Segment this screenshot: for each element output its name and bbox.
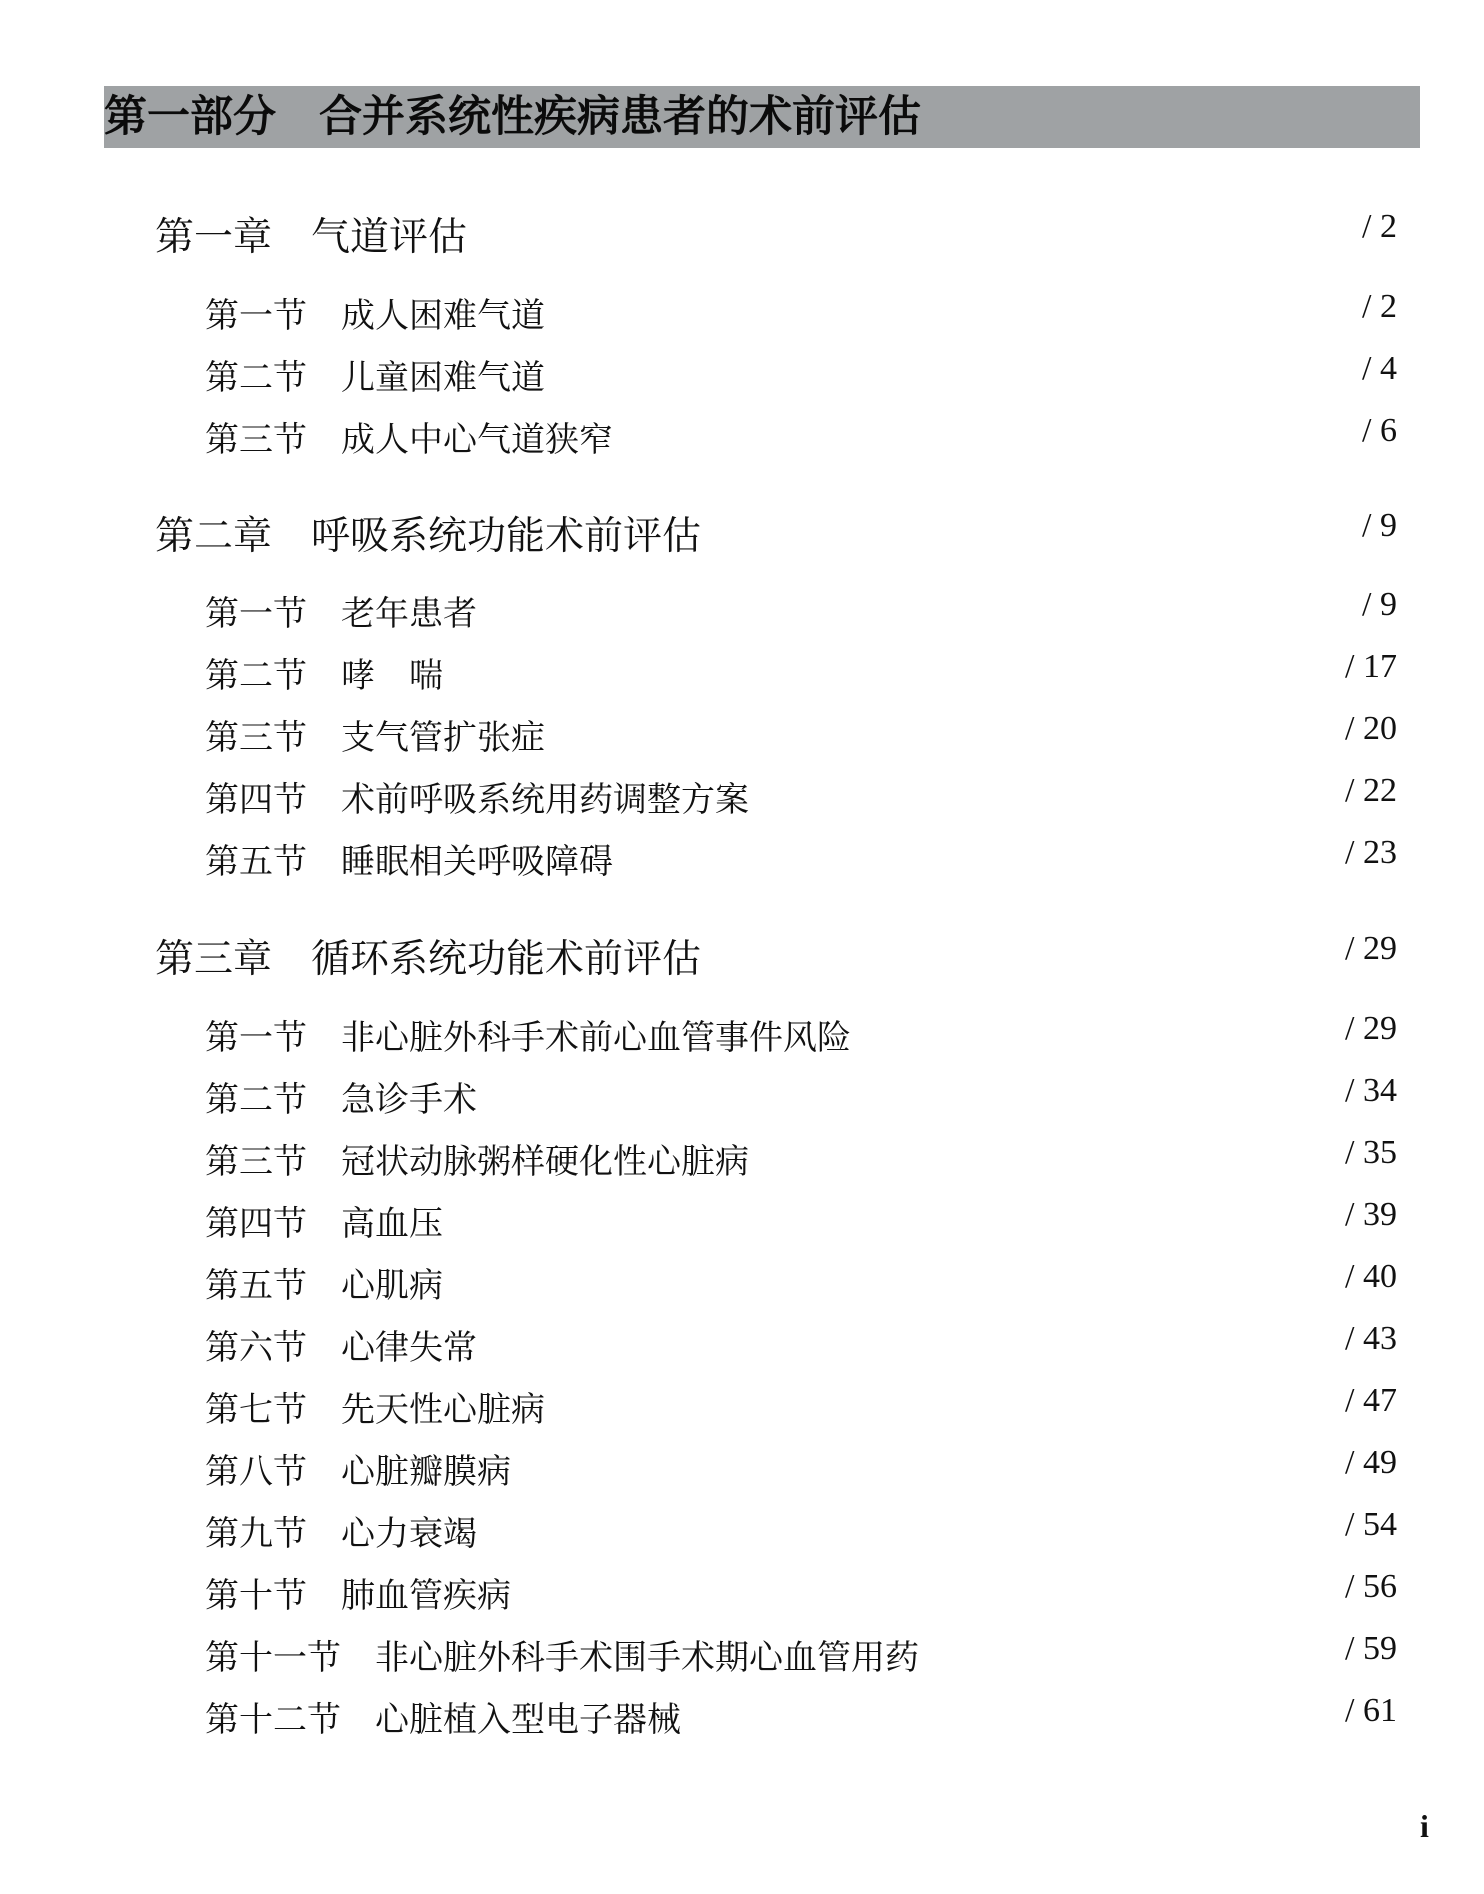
section-page: / 2 <box>1362 288 1397 325</box>
chapter-page: / 9 <box>1362 507 1397 544</box>
section-title: 第四节 术前呼吸系统用药调整方案 <box>205 780 749 820</box>
section-title: 第九节 心力衰竭 <box>205 1514 477 1554</box>
section-title: 第八节 心脏瓣膜病 <box>205 1452 511 1492</box>
section-title: 第二节 哮 喘 <box>205 656 443 696</box>
section-title: 第三节 成人中心气道狭窄 <box>205 420 613 460</box>
section-page: / 22 <box>1345 772 1397 809</box>
section-title: 第五节 心肌病 <box>205 1266 443 1306</box>
section-title: 第一节 成人困难气道 <box>205 296 545 336</box>
section-page: / 43 <box>1345 1320 1397 1357</box>
section-title: 第二节 急诊手术 <box>205 1080 477 1120</box>
section-page: / 59 <box>1345 1630 1397 1667</box>
section-title: 第一节 非心脏外科手术前心血管事件风险 <box>205 1018 851 1058</box>
section-title: 第二节 儿童困难气道 <box>205 358 545 398</box>
section-page: / 29 <box>1345 1010 1397 1047</box>
section-page: / 34 <box>1345 1072 1397 1109</box>
section-page: / 61 <box>1345 1692 1397 1729</box>
section-title: 第七节 先天性心脏病 <box>205 1390 545 1430</box>
section-page: / 23 <box>1345 834 1397 871</box>
section-title: 第十一节 非心脏外科手术围手术期心血管用药 <box>205 1638 919 1678</box>
section-page: / 9 <box>1362 586 1397 623</box>
section-title: 第三节 冠状动脉粥样硬化性心脏病 <box>205 1142 749 1182</box>
section-page: / 40 <box>1345 1258 1397 1295</box>
chapter-title: 第三章 循环系统功能术前评估 <box>155 937 702 982</box>
section-page: / 56 <box>1345 1568 1397 1605</box>
section-title: 第一节 老年患者 <box>205 594 477 634</box>
page-number: i <box>1420 1808 1429 1844</box>
chapter-title: 第二章 呼吸系统功能术前评估 <box>155 514 702 559</box>
chapter-title: 第一章 气道评估 <box>155 215 468 260</box>
chapter-page: / 29 <box>1345 930 1397 967</box>
section-title: 第三节 支气管扩张症 <box>205 718 545 758</box>
section-page: / 17 <box>1345 648 1397 685</box>
section-title: 第四节 高血压 <box>205 1204 443 1244</box>
section-title: 第十二节 心脏植入型电子器械 <box>205 1700 681 1740</box>
section-page: / 6 <box>1362 412 1397 449</box>
section-page: / 47 <box>1345 1382 1397 1419</box>
section-page: / 20 <box>1345 710 1397 747</box>
chapter-page: / 2 <box>1362 208 1397 245</box>
section-page: / 4 <box>1362 350 1397 387</box>
section-title: 第六节 心律失常 <box>205 1328 477 1368</box>
section-page: / 39 <box>1345 1196 1397 1233</box>
section-page: / 35 <box>1345 1134 1397 1171</box>
section-page: / 49 <box>1345 1444 1397 1481</box>
part-title: 第一部分 合并系统性疾病患者的术前评估 <box>104 92 921 142</box>
section-page: / 54 <box>1345 1506 1397 1543</box>
section-title: 第五节 睡眠相关呼吸障碍 <box>205 842 613 882</box>
section-title: 第十节 肺血管疾病 <box>205 1576 511 1616</box>
